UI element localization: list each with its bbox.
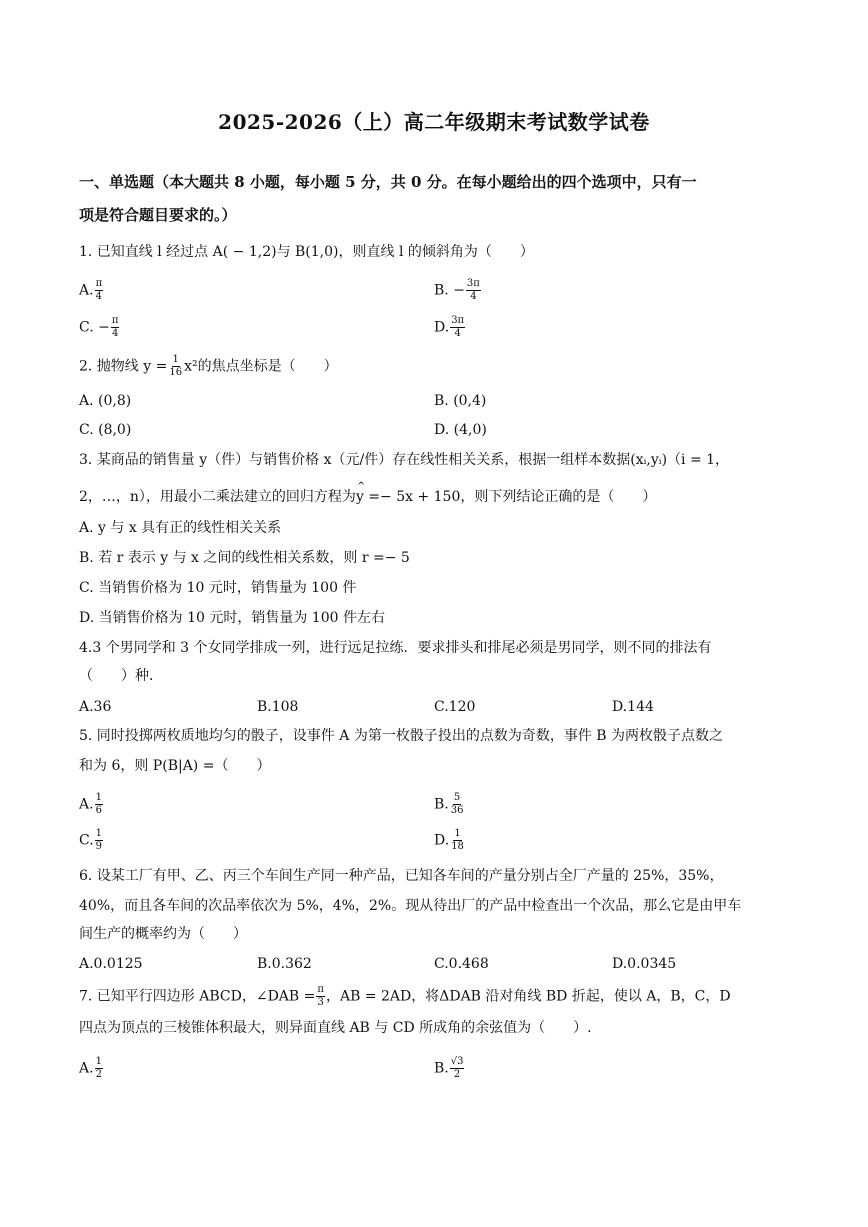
q5-option-b: B. $\frac{5}{36}$ [434, 792, 464, 816]
q5-stem-line2: 和为 6，则 P(B|A) =（ ） [79, 758, 271, 774]
q2-option-a: A. (0,8) [79, 393, 132, 409]
q4-option-b: B.108 [257, 699, 299, 715]
q3-option-b: B. 若 r 表示 y 与 x 之间的线性相关系数，则 r =− 5 [79, 550, 410, 566]
fraction: $\frac{\pi}{4}$ [111, 315, 119, 339]
fraction: $\frac{3\pi}{4}$ [451, 315, 465, 339]
q5-option-d: D. $\frac{1}{18}$ [434, 828, 464, 852]
fraction: $\frac{1}{16}$ [169, 354, 183, 378]
q5-option-a: A. $\frac{1}{6}$ [79, 792, 102, 816]
section-heading-line1: 一、单选题（本大题共 8 小题，每小题 5 分，共 0 分。在每小题给出的四个选项中，只有一 [79, 173, 697, 191]
fraction: $\frac{3\pi}{4}$ [466, 278, 480, 302]
q1-option-d: D. $\frac{3\pi}{4}$ [434, 315, 465, 339]
q6-option-a: A.0.0125 [79, 956, 143, 972]
q6-stem-line2: 40%，而且各车间的次品率依次为 5%，4%，2%。现从待出厂的产品中检查出一个次品，那么它是由甲车 [79, 898, 742, 914]
q3-stem-line1: 3. 某商品的销售量 y（件）与销售价格 x（元/件）存在线性相关关系，根据一组样本数据(xᵢ,yᵢ)（i = 1， [79, 452, 730, 468]
q3-option-d: D. 当销售价格为 10 元时，销售量为 100 件左右 [79, 610, 385, 626]
q7-option-b: B. $\frac{√3}{2}$ [434, 1056, 464, 1080]
q6-stem-line1: 6. 设某工厂有甲、乙、丙三个车间生产同一种产品，已知各车间的产量分别占全厂产量的 25%，35%， [79, 868, 724, 884]
regression-y-hat: ^ y [356, 487, 364, 507]
fraction: $\frac{5}{36}$ [450, 792, 464, 816]
q5-stem-line1: 5. 同时投掷两枚质地均匀的骰子，设事件 A 为第一枚骰子投出的点数为奇数，事件 B 为两枚骰子点数之 [79, 728, 724, 744]
q1-option-c: C. − $\frac{\pi}{4}$ [79, 315, 119, 339]
fraction: $\frac{1}{18}$ [451, 828, 464, 852]
q1-option-a: A. $\frac{\pi}{4}$ [79, 278, 103, 302]
q1-stem: 1. 已知直线 l 经过点 A( − 1,2)与 B(1,0)，则直线 l 的倾斜角为（ ） [79, 244, 534, 260]
q3-stem-line2: 2，…，n），用最小二乘法建立的回归方程为^ y =− 5x + 150，则下列结论正确的是（ ） [79, 487, 656, 507]
q6-stem-line3: 间生产的概率约为（ ） [79, 926, 247, 942]
q4-option-d: D.144 [612, 699, 654, 715]
fraction: $\frac{\pi}{3}$ [317, 984, 324, 1008]
q4-stem-line2: （ ）种． [79, 668, 163, 684]
q7-option-a: A. $\frac{1}{2}$ [79, 1056, 102, 1080]
q3-option-c: C. 当销售价格为 10 元时，销售量为 100 件 [79, 580, 357, 596]
section-heading-line2: 项是符合题目要求的。） [79, 206, 237, 224]
q2-option-d: D. (4,0) [434, 422, 487, 438]
fraction: $\frac{1}{6}$ [95, 792, 102, 816]
q7-stem-line2: 四点为顶点的三棱锥体积最大，则异面直线 AB 与 CD 所成角的余弦值为（ ）. [79, 1020, 592, 1036]
q2-option-c: C. (8,0) [79, 422, 132, 438]
q7-stem-line1: 7. 已知平行四边形 ABCD，∠DAB = $\frac{\pi}{3}$ ，AB = 2AD，将ΔDAB 沿对角线 BD 折起，使以 A，B，C，D [79, 984, 731, 1008]
fraction: $\frac{\pi}{4}$ [95, 278, 103, 302]
q3-option-a: A. y 与 x 具有正的线性相关关系 [79, 520, 282, 536]
q4-stem-line1: 4.3 个男同学和 3 个女同学排成一列，进行远足拉练．要求排头和排尾必须是男同学，则不同的排法有 [79, 640, 712, 656]
q2-option-b: B. (0,4) [434, 393, 487, 409]
q4-option-a: A.36 [79, 699, 112, 715]
q6-option-b: B.0.362 [257, 956, 312, 972]
q4-option-c: C.120 [434, 699, 476, 715]
fraction: $\frac{1}{9}$ [95, 828, 103, 852]
q1-option-b: B. − $\frac{3\pi}{4}$ [434, 278, 480, 302]
fraction: $\frac{1}{2}$ [95, 1056, 102, 1080]
q6-option-d: D.0.0345 [612, 956, 677, 972]
fraction: $\frac{√3}{2}$ [450, 1056, 464, 1080]
q5-option-c: C. $\frac{1}{9}$ [79, 828, 103, 852]
q6-option-c: C.0.468 [434, 956, 489, 972]
page-title: 2025-2026（上）高二年级期末考试数学试卷 [218, 110, 650, 134]
q2-stem: 2. 抛物线 y = $\frac{1}{16}$ x²的焦点坐标是（ ） [79, 354, 338, 378]
